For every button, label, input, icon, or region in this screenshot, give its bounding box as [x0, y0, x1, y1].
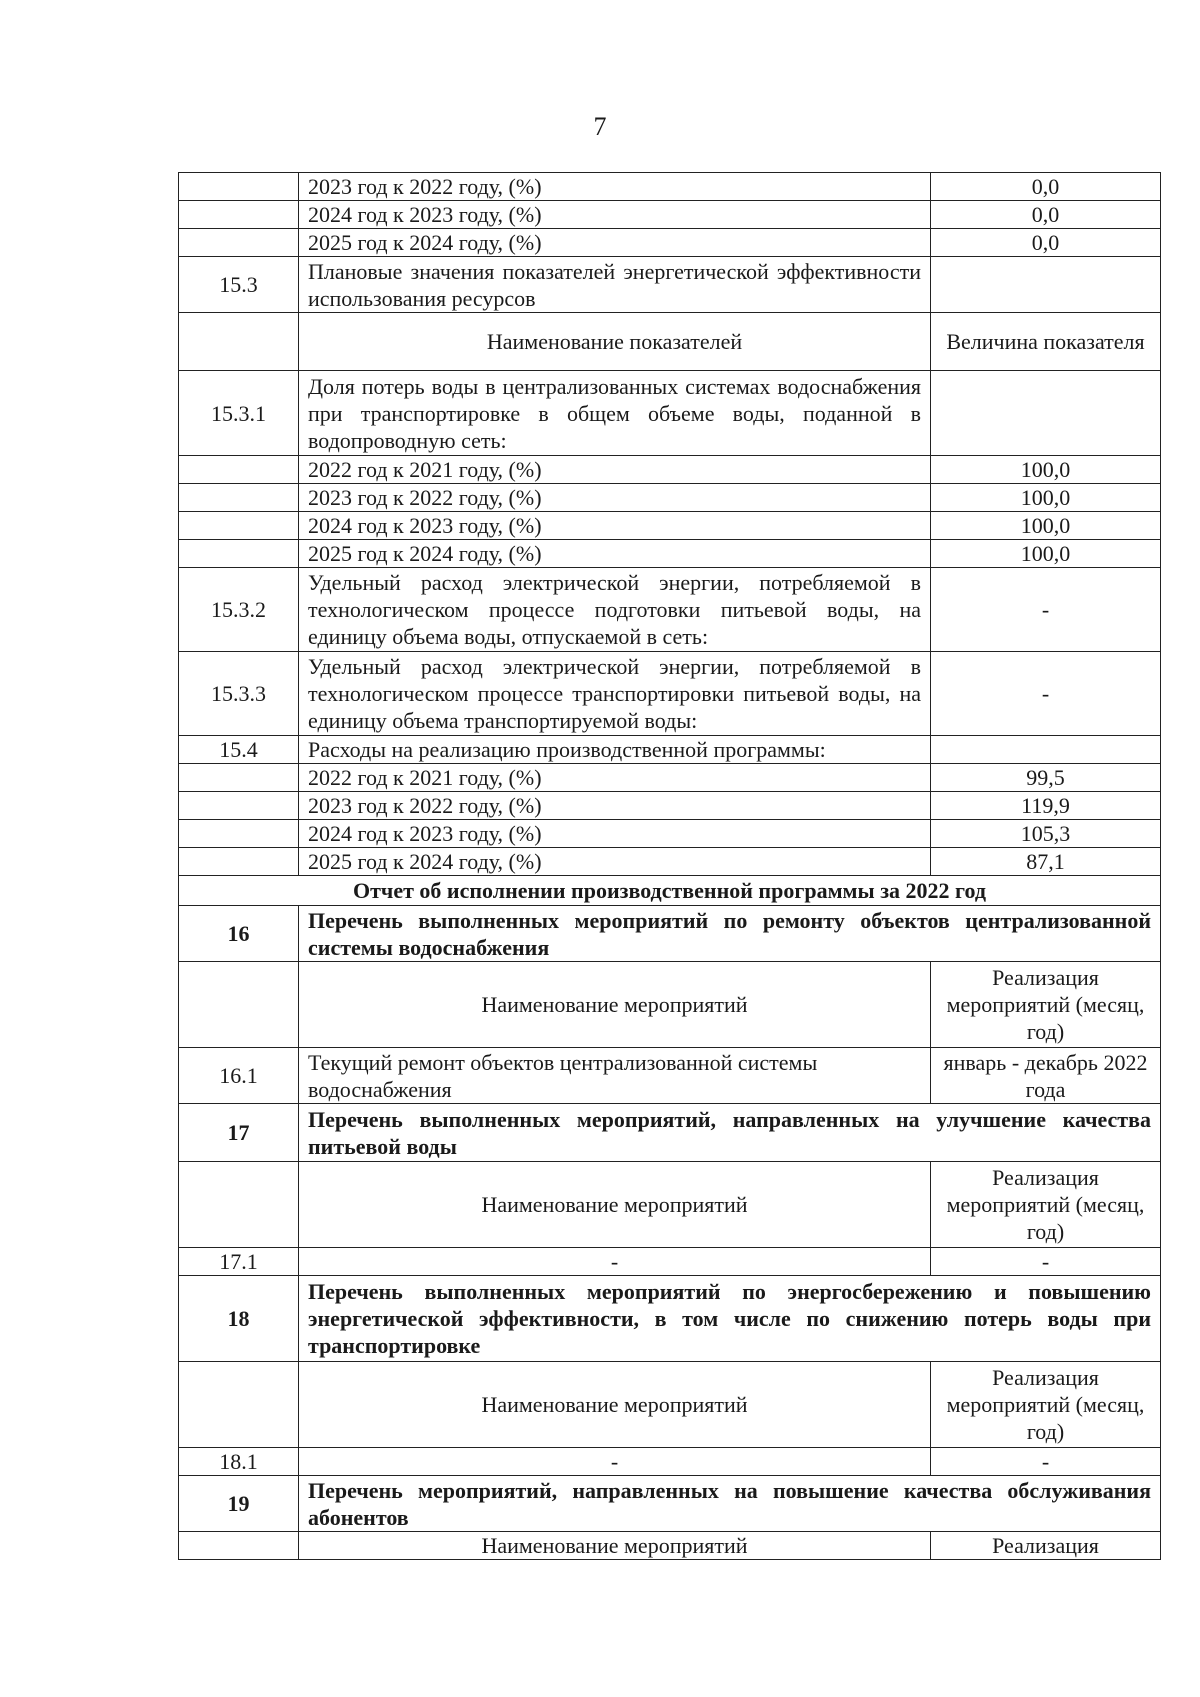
section-number: 17: [179, 1104, 299, 1162]
table-row: [179, 484, 1161, 512]
empty-cell: [931, 257, 1161, 313]
item-row-18-1: [179, 1448, 1161, 1476]
year-value: 87,1: [931, 848, 1161, 876]
column-header-value: Величина показателя: [931, 313, 1161, 371]
year-value: 0,0: [931, 173, 1161, 201]
item-row-16-1: [179, 1048, 1161, 1104]
section-row-15-3-1: [179, 371, 1161, 456]
item-number: 18.1: [179, 1448, 299, 1476]
report-heading: Отчет об исполнении производственной программы за 2022 год: [179, 876, 1161, 906]
section-row-15-3-2: [179, 568, 1161, 652]
item-name: -: [299, 1248, 931, 1276]
column-header-row: [179, 962, 1161, 1048]
section-title: Удельный расход электрической энергии, потребляемой в технологическом процессе транспортировки питьевой воды, на единицу объема транспортируемой воды:: [299, 652, 931, 736]
year-label: 2024 год к 2023 году, (%): [299, 820, 931, 848]
row-number: [179, 173, 299, 201]
year-value: 100,0: [931, 540, 1161, 568]
column-header-value: Реализация мероприятий (месяц, год): [931, 1362, 1161, 1448]
section-value: -: [931, 568, 1161, 652]
item-value: -: [931, 1448, 1161, 1476]
empty-cell: [931, 736, 1161, 764]
item-number: 16.1: [179, 1048, 299, 1104]
year-label: 2023 год к 2022 году, (%): [299, 792, 931, 820]
section-title: Удельный расход электрической энергии, потребляемой в технологическом процессе подготовки питьевой воды, на единицу объема воды, отпускаемой в сеть:: [299, 568, 931, 652]
year-label: 2024 год к 2023 году, (%): [299, 512, 931, 540]
section-number: 15.3.3: [179, 652, 299, 736]
table-row: [179, 201, 1161, 229]
section-number: 15.3.1: [179, 371, 299, 456]
column-header-name: Наименование мероприятий: [299, 1362, 931, 1448]
column-header-name: Наименование показателей: [299, 313, 931, 371]
year-label: 2023 год к 2022 году, (%): [299, 484, 931, 512]
table-row: [179, 820, 1161, 848]
section-number: 16: [179, 906, 299, 962]
section-row-15-3-3: [179, 652, 1161, 736]
section-number: 19: [179, 1476, 299, 1532]
year-value: 0,0: [931, 229, 1161, 257]
year-value: 105,3: [931, 820, 1161, 848]
empty-cell: [179, 313, 299, 371]
section-number: 18: [179, 1276, 299, 1362]
column-header-name: Наименование мероприятий: [299, 962, 931, 1048]
column-header-value: Реализация мероприятий (месяц, год): [931, 1162, 1161, 1248]
section-title: Перечень выполненных мероприятий, направленных на улучшение качества питьевой воды: [299, 1104, 1161, 1162]
section-row-16: [179, 906, 1161, 962]
empty-cell: [931, 371, 1161, 456]
year-value: 100,0: [931, 484, 1161, 512]
year-label: 2024 год к 2023 году, (%): [299, 201, 931, 229]
table-row: [179, 173, 1161, 201]
section-number: 15.3: [179, 257, 299, 313]
section-title: Расходы на реализацию производственной программы:: [299, 736, 931, 764]
column-header-name: Наименование мероприятий: [299, 1532, 931, 1560]
year-label: 2025 год к 2024 году, (%): [299, 229, 931, 257]
table-row: [179, 792, 1161, 820]
year-label: 2025 год к 2024 году, (%): [299, 848, 931, 876]
year-label: 2023 год к 2022 году, (%): [299, 173, 931, 201]
section-title: Плановые значения показателей энергетической эффективности использования ресурсов: [299, 257, 931, 313]
table-row: [179, 456, 1161, 484]
section-title: Перечень выполненных мероприятий по энергосбережению и повышению энергетической эффективности, в том числе по снижению потерь воды при транспортировке: [299, 1276, 1161, 1362]
column-header-row: [179, 313, 1161, 371]
page-number: 7: [593, 112, 607, 141]
section-row-18: [179, 1276, 1161, 1362]
column-header-value: Реализация: [931, 1532, 1161, 1560]
year-label: 2022 год к 2021 году, (%): [299, 764, 931, 792]
year-value: 100,0: [931, 456, 1161, 484]
section-row-19: [179, 1476, 1161, 1532]
item-name: -: [299, 1448, 931, 1476]
column-header-value: Реализация мероприятий (месяц, год): [931, 962, 1161, 1048]
section-value: -: [931, 652, 1161, 736]
section-title: Перечень выполненных мероприятий по ремонту объектов централизованной системы водоснабжения: [299, 906, 1161, 962]
section-title: Перечень мероприятий, направленных на повышение качества обслуживания абонентов: [299, 1476, 1161, 1532]
item-name: Текущий ремонт объектов централизованной системы водоснабжения: [299, 1048, 931, 1104]
row-number: [179, 229, 299, 257]
table-row: [179, 229, 1161, 257]
row-number: [179, 201, 299, 229]
item-value: -: [931, 1248, 1161, 1276]
column-header-row: [179, 1362, 1161, 1448]
year-label: 2022 год к 2021 году, (%): [299, 456, 931, 484]
table-row: [179, 512, 1161, 540]
table-row: [179, 848, 1161, 876]
section-row-17: [179, 1104, 1161, 1162]
report-heading-row: [179, 876, 1161, 906]
year-value: 99,5: [931, 764, 1161, 792]
column-header-name: Наименование мероприятий: [299, 1162, 931, 1248]
column-header-row: [179, 1162, 1161, 1248]
section-row-15-3: [179, 257, 1161, 313]
section-title: Доля потерь воды в централизованных системах водоснабжения при транспортировке в общем объеме воды, поданной в водопроводную сеть:: [299, 371, 931, 456]
item-number: 17.1: [179, 1248, 299, 1276]
year-value: 119,9: [931, 792, 1161, 820]
section-number: 15.3.2: [179, 568, 299, 652]
program-table: [178, 172, 1161, 1560]
column-header-row: [179, 1532, 1161, 1560]
year-value: 100,0: [931, 512, 1161, 540]
item-value: январь - декабрь 2022 года: [931, 1048, 1161, 1104]
item-row-17-1: [179, 1248, 1161, 1276]
table-row: [179, 540, 1161, 568]
section-number: 15.4: [179, 736, 299, 764]
section-row-15-4: [179, 736, 1161, 764]
year-value: 0,0: [931, 201, 1161, 229]
year-label: 2025 год к 2024 году, (%): [299, 540, 931, 568]
table-row: [179, 764, 1161, 792]
